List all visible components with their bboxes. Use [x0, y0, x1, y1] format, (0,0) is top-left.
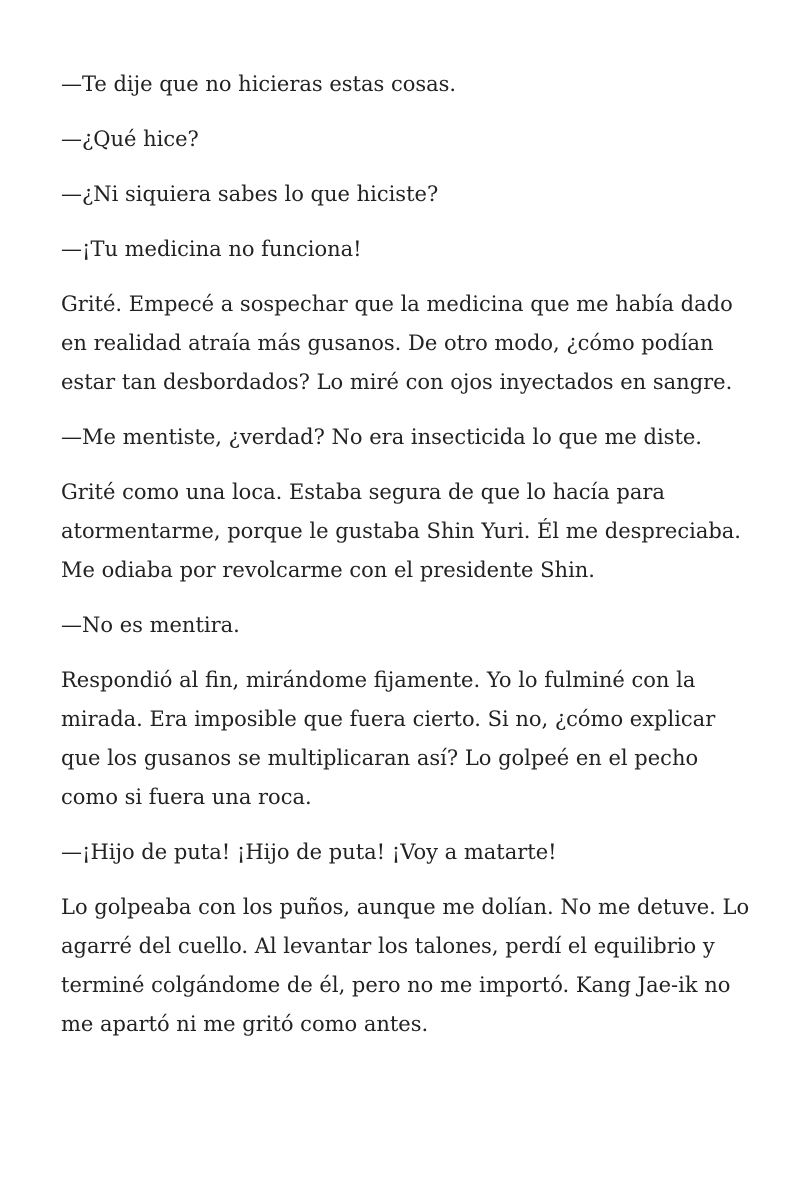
narrative-paragraph: Grité como una loca. Estaba segura de que lo hacía para atormentarme, porque le gustaba Shin Yuri. Él me despreciaba. Me odiaba por revolcarme con el presidente Shin.: [61, 480, 741, 582]
dialogue-line: —¿Ni siquiera sabes lo que hiciste?: [61, 182, 439, 206]
dialogue-line: —¡Tu medicina no funciona!: [61, 237, 362, 261]
dialogue-line: —No es mentira.: [61, 613, 240, 637]
dialogue-line: —Me mentiste, ¿verdad? No era insecticida lo que me diste.: [61, 425, 702, 449]
dialogue-line: —Te dije que no hicieras estas cosas.: [61, 72, 457, 96]
narrative-paragraph: Respondió al fin, mirándome fijamente. Yo lo fulminé con la mirada. Era imposible que fuera cierto. Si no, ¿cómo explicar que los gusanos se multiplicaran así? Lo golpeé en el pecho como si fuera una roca.: [61, 668, 716, 809]
dialogue-line: —¿Qué hice?: [61, 127, 199, 151]
narrative-paragraph: Grité. Empecé a sospechar que la medicina que me había dado en realidad atraía más gusanos. De otro modo, ¿cómo podían estar tan desbordados? Lo miré con ojos inyectados en sangre.: [61, 292, 733, 394]
narrative-paragraph: Lo golpeaba con los puños, aunque me dolían. No me detuve. Lo agarré del cuello. Al levantar los talones, perdí el equilibrio y terminé colgándome de él, pero no me importó. Kang Jae-ik no me apartó ni me gritó como antes.: [61, 895, 750, 1036]
dialogue-line: —¡Hijo de puta! ¡Hijo de puta! ¡Voy a matarte!: [61, 840, 557, 864]
